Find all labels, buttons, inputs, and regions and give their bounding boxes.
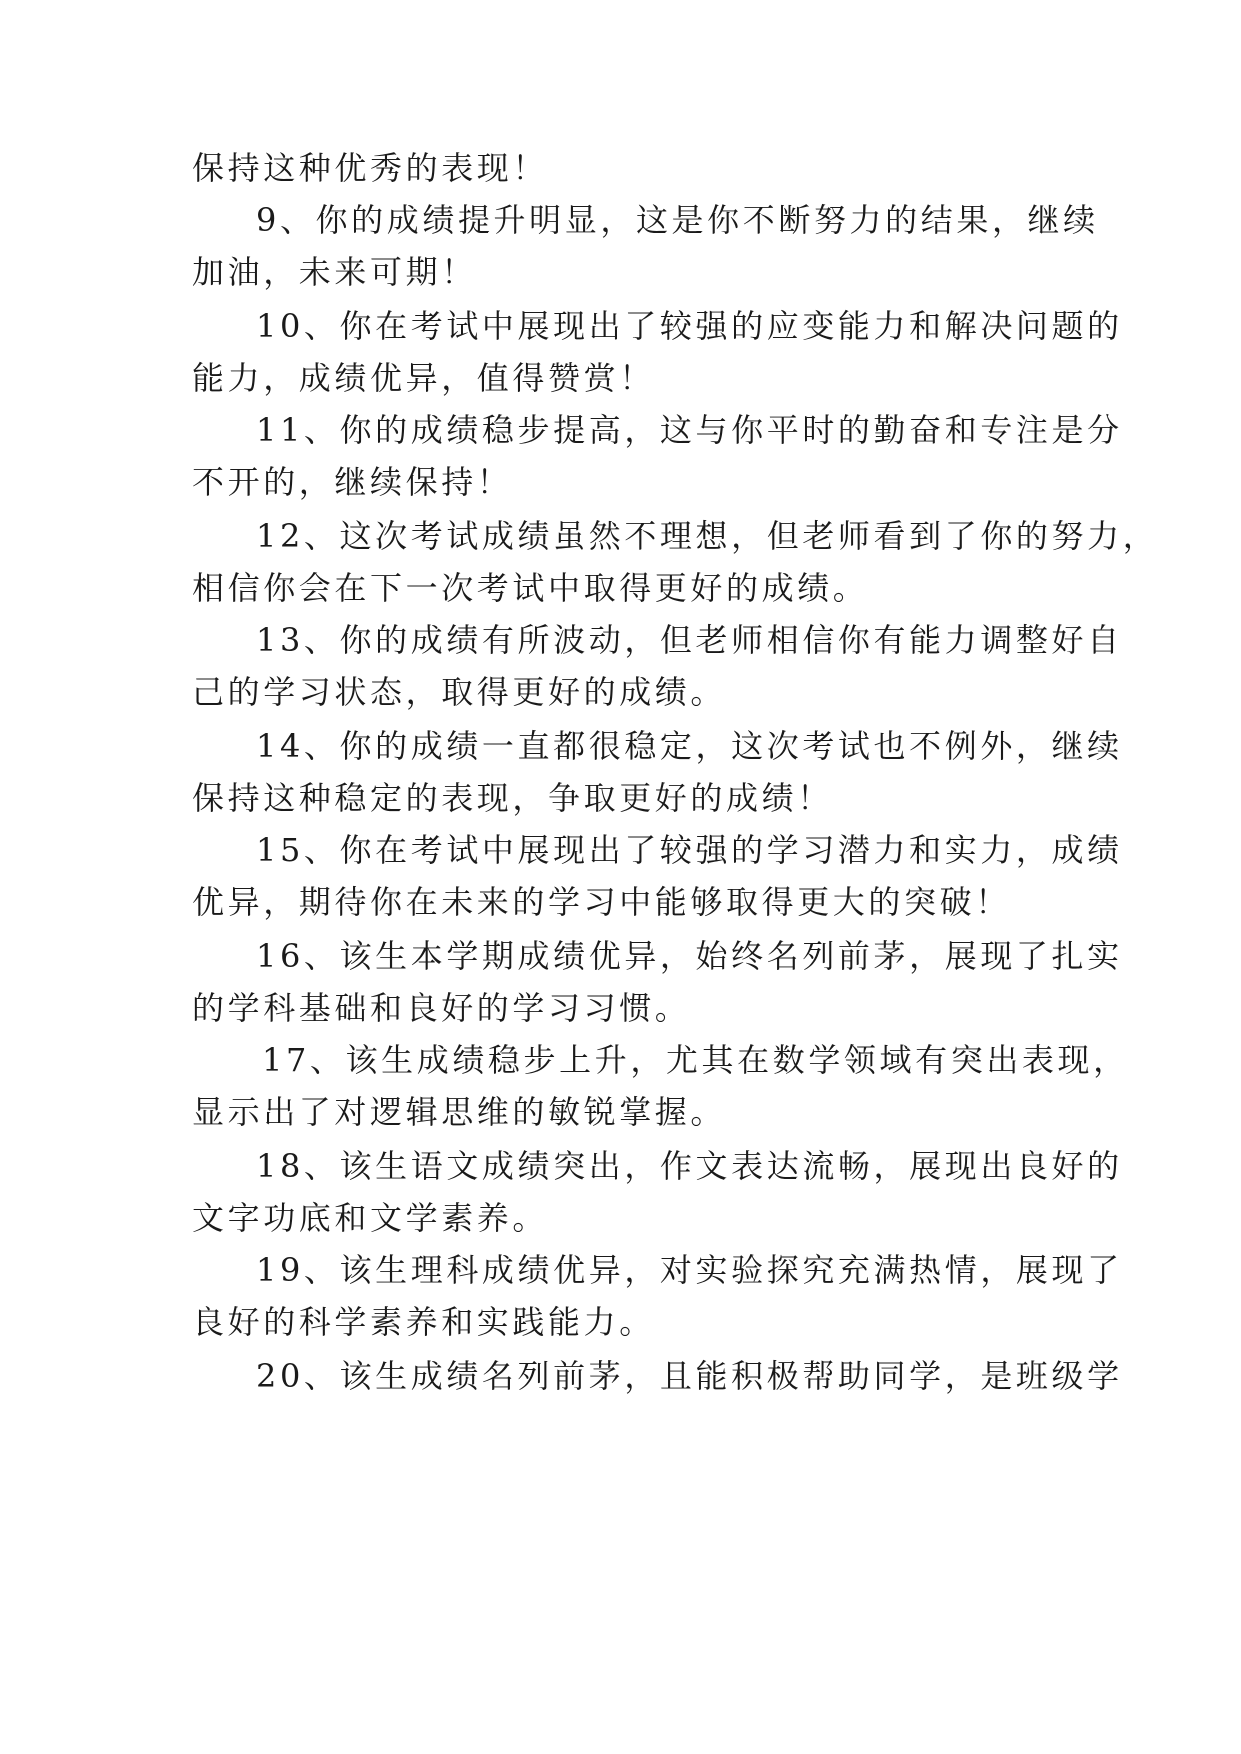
- text-line: 相信你会在下一次考试中取得更好的成绩。: [192, 569, 869, 607]
- text-line: 9、你的成绩提升明显，这是你不断努力的结果，继续: [256, 201, 1099, 239]
- text-line: 19、该生理科成绩优异，对实验探究充满热情，展现了: [256, 1251, 1123, 1289]
- text-line: 的学科基础和良好的学习习惯。: [192, 989, 691, 1027]
- text-line: 20、该生成绩名列前茅，且能积极帮助同学，是班级学: [256, 1357, 1123, 1395]
- text-line: 10、你在考试中展现出了较强的应变能力和解决问题的: [256, 307, 1123, 345]
- text-line: 保持这种稳定的表现，争取更好的成绩！: [192, 779, 833, 817]
- text-line: 显示出了对逻辑思维的敏锐掌握。: [192, 1093, 727, 1131]
- text-line: 11、你的成绩稳步提高，这与你平时的勤奋和专注是分: [256, 411, 1123, 449]
- text-line: 18、该生语文成绩突出，作文表达流畅，展现出良好的: [256, 1147, 1123, 1185]
- text-line: 加油，未来可期！: [192, 253, 477, 291]
- text-line: 保持这种优秀的表现！: [192, 149, 549, 187]
- text-line: 良好的科学素养和实践能力。: [192, 1303, 655, 1341]
- text-line: 文字功底和文学素养。: [192, 1199, 549, 1237]
- text-line: 13、你的成绩有所波动，但老师相信你有能力调整好自: [256, 621, 1123, 659]
- text-line: 15、你在考试中展现出了较强的学习潜力和实力，成绩: [256, 831, 1123, 869]
- text-line: 己的学习状态，取得更好的成绩。: [192, 673, 727, 711]
- text-line: 能力，成绩优异，值得赞赏！: [192, 359, 655, 397]
- text-line: 17、该生成绩稳步上升，尤其在数学领域有突出表现，: [262, 1041, 1129, 1079]
- text-line: 14、你的成绩一直都很稳定，这次考试也不例外，继续: [256, 727, 1123, 765]
- text-line: 不开的，继续保持！: [192, 463, 513, 501]
- text-line: 12、这次考试成绩虽然不理想，但老师看到了你的努力，: [256, 517, 1159, 555]
- text-line: 16、该生本学期成绩优异，始终名列前茅，展现了扎实: [256, 937, 1123, 975]
- text-line: 优异，期待你在未来的学习中能够取得更大的突破！: [192, 883, 1011, 921]
